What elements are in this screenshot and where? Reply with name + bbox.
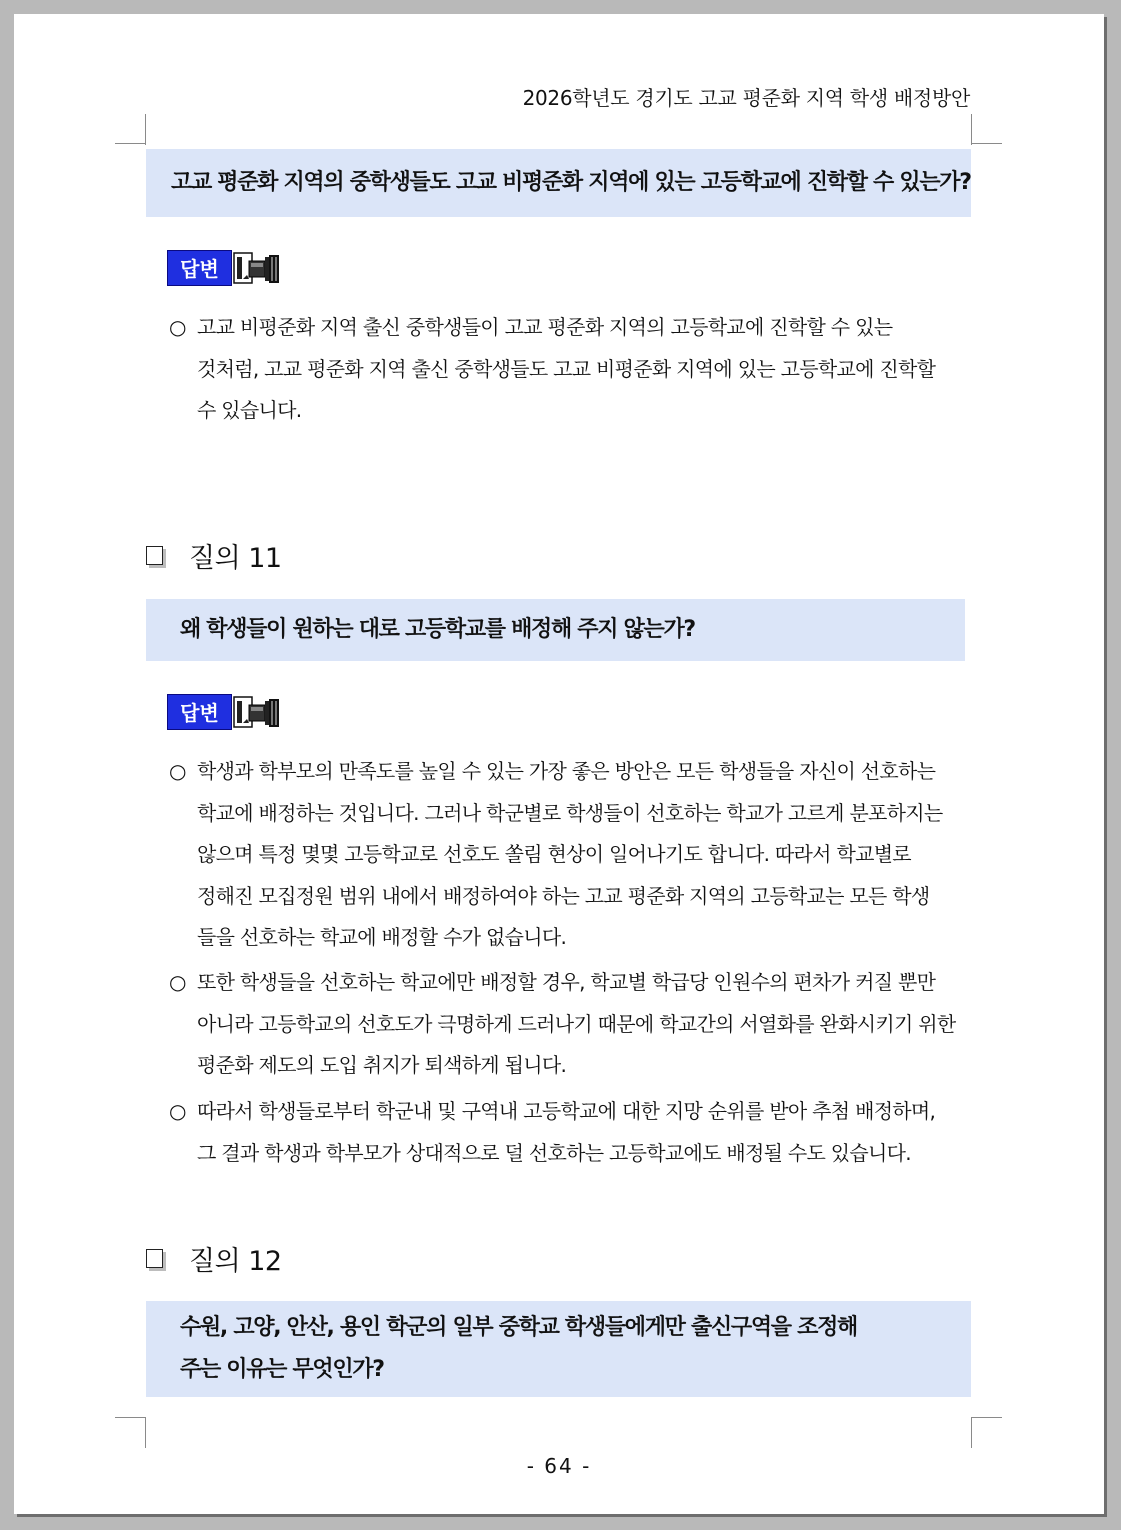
- bullet-line: 그 결과 학생과 학부모가 상대적으로 덜 선호하는 고등학교에도 배정될 수도 있습니다.: [197, 1140, 911, 1165]
- document-page: [14, 14, 1104, 1514]
- bullet-line: 고교 비평준화 지역 출신 중학생들이 고교 평준화 지역의 고등학교에 진학할 수 있는: [197, 315, 893, 339]
- section-label: 질의 12: [189, 1246, 282, 1277]
- question-text-line: 수원, 고양, 안산, 용인 학군의 일부 중학교 학생들에게만 출신구역을 조정해: [180, 1315, 857, 1340]
- question-box-12: [146, 1301, 971, 1397]
- question-text-line: 주는 이유는 무엇인가?: [180, 1357, 384, 1382]
- question-box-top: [146, 149, 971, 217]
- bullet-line: 따라서 학생들로부터 학군내 및 구역내 고등학교에 대한 지망 순위를 받아 추첨 배정하며,: [197, 1099, 936, 1123]
- answer-label: 답변: [167, 694, 232, 730]
- answer-tag-top: [167, 249, 281, 287]
- answer-bullet-11-2: [169, 962, 991, 1087]
- answer-bullet-11-1: [169, 751, 991, 959]
- checkbox-icon: [146, 1249, 163, 1268]
- page-number: - 64 -: [526, 1454, 592, 1478]
- bullet-circle-icon: ○: [169, 759, 186, 783]
- film-camera-icon: [233, 693, 281, 731]
- answer-label: 답변: [167, 250, 232, 286]
- bullet-line: 또한 학생들을 선호하는 학교에만 배정할 경우, 학교별 학급당 인원수의 편차가 커질 뿐만: [197, 970, 936, 994]
- bullet-line: 학교에 배정하는 것입니다. 그러나 학군별로 학생들이 선호하는 학교가 고르게 분포하지는: [197, 800, 943, 825]
- checkbox-icon: [146, 546, 163, 565]
- bullet-line: 수 있습니다.: [197, 398, 302, 422]
- film-camera-icon: [233, 249, 281, 287]
- question-text: 왜 학생들이 원하는 대로 고등학교를 배정해 주지 않는가?: [180, 617, 695, 642]
- bullet-circle-icon: ○: [169, 970, 186, 994]
- bullet-line: 것처럼, 고교 평준화 지역 출신 중학생들도 고교 비평준화 지역에 있는 고등학교에 진학할: [197, 356, 936, 381]
- section-heading-11: [146, 536, 282, 575]
- bullet-line: 않으며 특정 몇몇 고등학교로 선호도 쏠림 현상이 일어나기도 합니다. 따라서 학교별로: [197, 842, 911, 866]
- bullet-line: 아니라 고등학교의 선호도가 극명하게 드러나기 때문에 학교간의 서열화를 완화시키기 위한: [197, 1011, 956, 1036]
- answer-bullet-11-3: [169, 1091, 991, 1174]
- bullet-line: 학생과 학부모의 만족도를 높일 수 있는 가장 좋은 방안은 모든 학생들을 자신이 선호하는: [197, 759, 936, 783]
- bullet-circle-icon: ○: [169, 1099, 186, 1123]
- question-text: 고교 평준화 지역의 중학생들도 고교 비평준화 지역에 있는 고등학교에 진학할 수 있는가?: [171, 170, 971, 195]
- bullet-line: 정해진 모집정원 범위 내에서 배정하여야 하는 고교 평준화 지역의 고등학교는 모든 학생: [197, 883, 930, 908]
- answer-bullet-top-1: [169, 307, 991, 432]
- bullet-line: 들을 선호하는 학교에 배정할 수가 없습니다.: [197, 925, 567, 949]
- answer-tag-11: [167, 693, 281, 731]
- question-box-11: [146, 599, 965, 661]
- page-header-title: 2026학년도 경기도 고교 평준화 지역 학생 배정방안: [522, 86, 970, 110]
- bullet-line: 평준화 제도의 도입 취지가 퇴색하게 됩니다.: [197, 1053, 567, 1077]
- section-label: 질의 11: [189, 543, 282, 574]
- bullet-circle-icon: ○: [169, 315, 186, 339]
- section-heading-12: [146, 1239, 282, 1278]
